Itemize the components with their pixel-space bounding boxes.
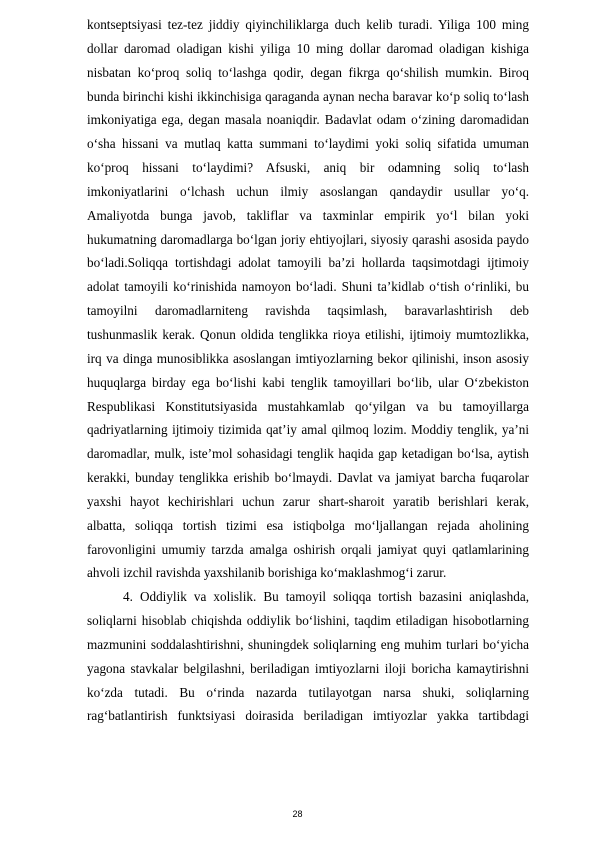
text-line: kerakki, bunday tenglikka erishib bo‘lmaydi. Davlat va jamiyat barcha fuqarolar (87, 470, 529, 486)
text-line: daromadlar, mulk, iste’mol sohasidagi tenglik haqida gap ketadigan bo‘lsa, aytish (87, 446, 529, 462)
paragraph-end-line: ahvoli izchil ravishda yaxshilanib borishiga ko‘maklashmog‘i zarur. (87, 565, 447, 581)
text-line: Amaliyotda bunga javob, takliflar va taxminlar empirik yo‘l bilan yoki (87, 207, 529, 223)
text-line: qadriyatlarning ijtimoiy tizimida qat’iy amal qilmoq lozim. Moddiy tenglik, ya’ni (87, 422, 529, 438)
page-number: 28 (292, 809, 303, 819)
text-line: nisbatan ko‘proq soliq to‘lashga qodir, degan fikrga qo‘shilish mumkin. Biroq (87, 64, 529, 80)
text-line: adolat tamoyili ko‘rinishida namoyon bo‘ladi. Shuni ta’kidlab o‘tish o‘rinliki, bu (87, 279, 529, 295)
text-line: tushunmaslik kerak. Qonun oldida tenglikka rioya etilishi, ijtimoiy mumtozlikka, (87, 326, 529, 342)
text-line: yagona stavkalar belgilashni, beriladigan imtiyozlarni iloji boricha kamaytirishni (87, 660, 529, 676)
text-line: imkoniyatiga ega, degan masala noaniqdir. Badavlat odam o‘zining daromadidan (87, 112, 529, 128)
text-line: yaxshi hayot kechirishlari uchun zarur shart-sharoit yaratib berishlari kerak, (87, 493, 529, 509)
text-line: hukumatning daromadlarga bo‘lgan joriy ehtiyojlari, siyosiy qarashi asosida paydo (87, 231, 529, 247)
text-line: farovonligini umumiy tarzda amalga oshirish orqali jamiyat quyi qatlamlarining (87, 541, 529, 557)
text-line: imkoniyatlarini o‘lchash uchun ilmiy asoslangan qandaydir usullar yo‘q. (87, 183, 529, 199)
text-line: rag‘batlantirish funktsiyasi doirasida beriladigan imtiyozlar yakka tartibdagi (87, 708, 529, 724)
text-line: dollar daromad oladigan kishi yiliga 10 ming dollar daromad oladigan kishiga (87, 40, 529, 56)
text-line: kontseptsiyasi tez-tez jiddiy qiyinchiliklarga duch kelib turadi. Yiliga 100 ming (87, 17, 529, 32)
body-text (87, 13, 529, 728)
text-line: irq va dinga munosiblikka asoslangan imtiyozlarning bekor qilinishi, inson asosiy (87, 350, 529, 366)
text-line: ko‘proq hissani to‘laydimi? Afsuski, aniq bir odamning soliq to‘lash (87, 160, 529, 176)
text-line: huquqlarga birday ega bo‘lishi kabi tenglik tamoyillari bo‘lib, ular O‘zbekiston (87, 374, 529, 390)
numbered-paragraph-start-line: 4. Oddiylik va xolislik. Bu tamoyil soliqqa tortish bazasini aniqlashda, (123, 589, 529, 605)
text-line: o‘sha hissani va mutlaq katta summani to‘laydimi yoki soliq sifatida umuman (87, 136, 529, 152)
text-line: mazmunini soddalashtirishni, shuningdek soliqlarning eng muhim turlari bo‘yicha (87, 636, 529, 652)
text-line: bo‘ladi.Soliqqa tortishdagi adolat tamoyili ba’zi hollarda taqsimotdagi ijtimoiy (87, 255, 529, 271)
text-line: ko‘zda tutadi. Bu o‘rinda nazarda tutilayotgan narsa shuki, soliqlarning (87, 684, 529, 700)
text-line: Respublikasi Konstitutsiyasida mustahkamlab qo‘yilgan va bu tamoyillarga (87, 398, 529, 414)
text-line: albatta, soliqqa tortish tizimi esa istiqbolga mo‘ljallangan rejada aholining (87, 517, 529, 533)
text-line: bunda birinchi kishi ikkinchisiga qaraganda aynan necha baravar ko‘p soliq to‘lash (87, 88, 529, 104)
text-line: tamoyilni daromadlarniteng ravishda taqsimlash, baravarlashtirish deb (87, 303, 529, 319)
text-line: soliqlarni hisoblab chiqishda oddiylik bo‘lishini, taqdim etiladigan hisobotlarning (87, 613, 529, 629)
